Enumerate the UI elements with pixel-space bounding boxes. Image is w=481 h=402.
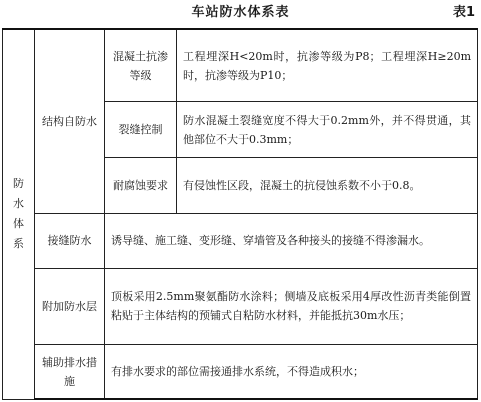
- description-text: 诱导缝、施工缝、变形缝、穿墙管及各种接头的接缝不得渗漏水。: [111, 234, 430, 248]
- category-label: 防水体系: [13, 177, 24, 251]
- sub-item-cell: [105, 158, 177, 214]
- description-cell: [105, 345, 478, 399]
- sub-item-label: 耐腐蚀要求: [113, 179, 168, 193]
- system-cell: [35, 214, 105, 268]
- description-text: 工程埋深H<20m时，抗渗等级为P8；工程埋深H≥20m时，抗渗等级为P10；: [183, 49, 471, 82]
- system-cell: [35, 29, 105, 214]
- system-label: 附加防水层: [42, 299, 97, 313]
- table-row: [3, 268, 478, 345]
- description-text: 有排水要求的部位需接通排水系统，不得造成积水；: [111, 365, 364, 379]
- description-cell: [177, 158, 478, 214]
- category-cell: [3, 29, 35, 399]
- description-cell: [105, 214, 478, 268]
- system-label: 结构自防水: [42, 115, 97, 129]
- table-row: [3, 214, 478, 268]
- sub-item-cell: [105, 102, 177, 158]
- sub-item-cell: [105, 29, 177, 102]
- description-text: 防水混凝土裂缝宽度不得大于0.2mm外，并不得贯通，其他部位不大于0.3mm；: [183, 113, 471, 146]
- table-title: 车站防水体系表: [191, 5, 290, 20]
- system-cell: [35, 268, 105, 345]
- table-number-label: 表1: [452, 5, 475, 20]
- system-label: 辅助排水措施: [42, 355, 97, 388]
- table-row: [3, 345, 478, 399]
- waterproof-system-table: [2, 28, 478, 400]
- table-row: [3, 29, 478, 102]
- sub-item-label: 裂缝控制: [118, 123, 163, 137]
- system-label: 接缝防水: [47, 234, 92, 248]
- description-text: 有侵蚀性区段，混凝土的抗侵蚀系数不小于0.8。: [183, 179, 421, 193]
- system-cell: [35, 345, 105, 399]
- description-cell: [177, 29, 478, 102]
- description-cell: [177, 102, 478, 158]
- sub-item-label: 混凝土抗渗等级: [113, 49, 168, 82]
- description-text: 顶板采用2.5mm聚氨酯防水涂料；侧墙及底板采用4厚改性沥青类能倒置粘贴于主体结构的预铺式自粘防水材料，并能抵抗30m水压；: [111, 290, 471, 323]
- description-cell: [105, 268, 478, 345]
